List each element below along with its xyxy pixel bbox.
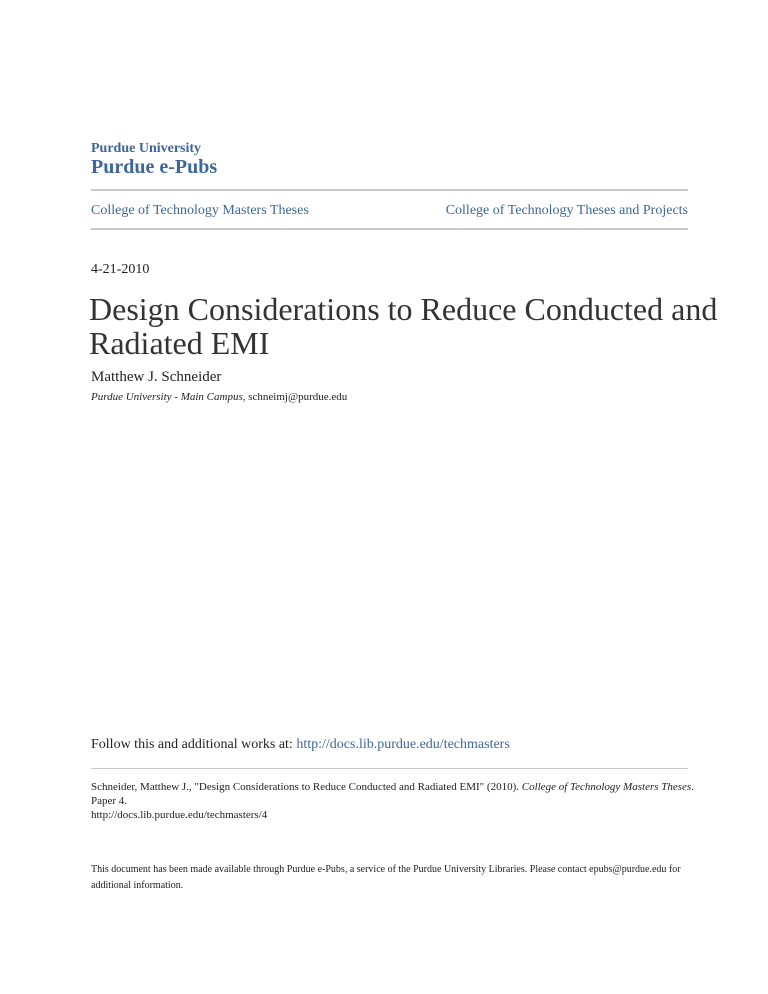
author-email: , schneimj@purdue.edu [242,391,348,403]
follow-line [91,737,510,753]
disclaimer-line: This document has been made available through Purdue e-Pubs, a service of the Purdue University Libraries. Please contact epubs@purdue.edu for [91,864,681,875]
citation-series: College of Technology Masters Theses [521,781,692,793]
publication-date: 4-21-2010 [91,262,150,277]
document-title [89,292,717,360]
author-name: Matthew J. Schneider [91,369,222,385]
divider [91,189,688,191]
collection-link-theses-projects[interactable]: College of Technology Theses and Projects [445,203,688,218]
citation-text: Schneider, Matthew J., "Design Considerations to Reduce Conducted and Radiated EMI" (2010). [91,781,522,793]
divider [91,768,688,769]
citation-end: . [691,781,694,793]
title-line: Radiated EMI [89,325,270,361]
citation-url: http://docs.lib.purdue.edu/techmasters/4 [91,809,268,821]
affiliation: Purdue University - Main Campus [91,391,243,403]
repository-link[interactable]: Purdue e-Pubs [91,156,218,178]
citation-paper: Paper 4. [91,795,128,807]
divider [91,228,688,230]
author-affiliation-line [91,391,347,403]
citation [91,780,694,822]
disclaimer-line: additional information. [91,880,184,891]
title-line: Design Considerations to Reduce Conducted and [89,291,718,327]
collection-link-masters[interactable]: College of Technology Masters Theses [91,203,309,218]
institution-name: Purdue University [91,141,202,156]
follow-text: Follow this and additional works at: [91,737,297,752]
follow-link[interactable]: http://docs.lib.purdue.edu/techmasters [296,737,510,752]
disclaimer [91,862,681,894]
citation-line [91,780,694,794]
